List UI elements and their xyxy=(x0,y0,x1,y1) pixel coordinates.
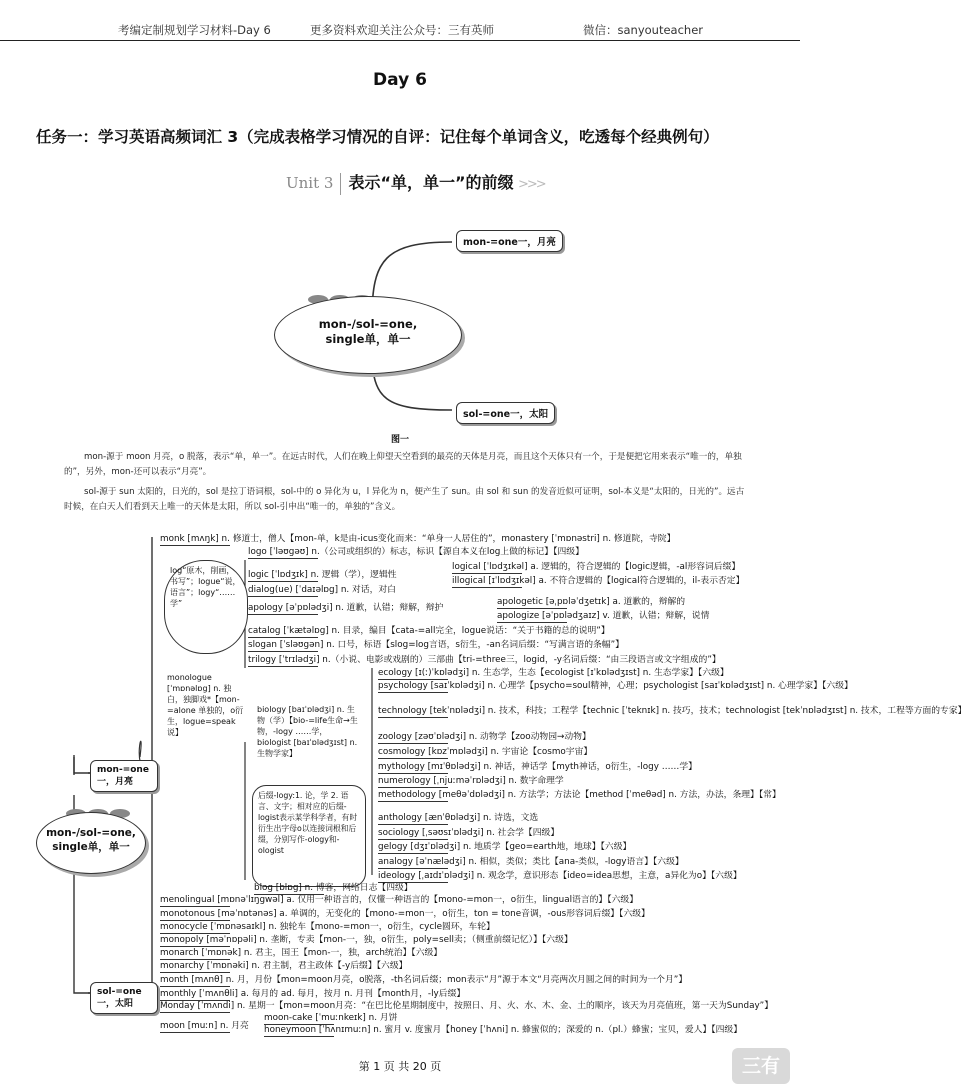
word-underline xyxy=(378,853,448,854)
unit-heading: 表示“单，单一”的前缀 xyxy=(348,173,514,192)
word-entry: dialog(ue) [ˈdaɪəlɒg] n. 对话，对白 xyxy=(248,585,396,595)
page-footer: 第 1 页 共 20 页 xyxy=(358,1060,442,1073)
word-underline xyxy=(248,596,318,597)
word-underline xyxy=(160,906,230,907)
mindmap1-center-line2: single单，单一 xyxy=(325,332,411,346)
word-entry: moon [muːn] n. 月亮 xyxy=(160,1021,249,1031)
word-underline xyxy=(378,743,448,744)
mindmap1-mon-node: mon-=one一，月亮 xyxy=(456,230,563,252)
header-mid: 更多资料欢迎关注公众号：三有英师 xyxy=(310,23,494,37)
map-sol-node: sol-=one一，太阳 xyxy=(90,982,158,1014)
word-underline xyxy=(160,946,230,947)
figure-label: 图一 xyxy=(390,435,409,445)
word-underline xyxy=(248,581,318,582)
mindmap2-center-line2: single单，单一 xyxy=(52,841,130,853)
word-underline xyxy=(248,637,318,638)
word-entry: sociology [ˌsəʊsɪˈɒlədʒi] n. 社会学【四级】 xyxy=(378,828,560,838)
word-entry: logical [ˈlɒdʒɪkəl] a. 逻辑的，符合逻辑的【logic逻辑，-al形容词后缀】 xyxy=(452,562,741,572)
paragraph-mon-text: mon-源于 moon 月亮，o 脱落，表示“单，单一”。在远古时代，人们在晚上仰望天空看到的最亮的天体是月亮，而且这个天体只有一个，于是便把它用来表示“唯一的，单独的”，另外，mon-还可以表示“月亮”。 xyxy=(64,452,742,477)
mindmap1-center-line1: mon-/sol-=one, xyxy=(318,317,418,331)
word-entry: illogical [ɪˈlɒdʒɪkəl] a. 不符合逻辑的【logical符合逻辑的，il-表示否定】 xyxy=(452,576,745,586)
bubble-monologue: monologue [ˈmɒnəlɒg] n. 独白，独脚戏*【mon-=alone 单独的，o衍生，logue=speak说】 xyxy=(162,668,250,742)
word-underline xyxy=(497,622,567,623)
word-entry: honeymoon [ˈhʌnɪmuːn] n. 蜜月 v. 度蜜月【honey [ˈhʌni] n. 蜂蜜似的；深爱的 n.（pl.）蜂蜜；宝贝，爱人】【四级】 xyxy=(264,1025,743,1035)
word-underline xyxy=(264,1036,334,1037)
word-underline xyxy=(378,868,448,869)
task-title: 任务一：学习英语高频词汇 3（完成表格学习情况的自评：记住每个单词含义，吃透每个经典例句） xyxy=(36,128,719,146)
word-entry: monthly [ˈmʌnθli] a. 每月的 ad. 每月，按月 n. 月刊【month月，-ly后缀】 xyxy=(160,989,466,999)
unit-arrows: >>> xyxy=(517,177,545,192)
word-entry: logic [ˈlɒdʒɪk] n. 逻辑（学），逻辑性 xyxy=(248,570,397,580)
word-underline xyxy=(160,972,230,973)
word-entry: monarchy [ˈmɒnəki] n. 君主制，君主政体【-y后缀】【六级】 xyxy=(160,961,408,971)
word-entry: monopoly [məˈnɒpəli] n. 垄断，专卖【mon-一，独，o衍生，poly=sell卖；（侧重前缀记忆）】【六级】 xyxy=(160,935,573,945)
word-entry: apologize [əˈpɒlədʒaɪz] v. 道歉，认错；辩解，说情 xyxy=(497,611,710,621)
biology-block: biology [baɪˈɒlədʒi] n. 生物（学）【bio-=life生命→生物，-logy ……学，biologist [baɪˈɒlədʒɪst] n. 生物学家】 xyxy=(252,700,366,770)
watermark-logo: 三有 xyxy=(732,1048,790,1084)
word-entry: month [mʌnθ] n. 月，月份【mon=moon月亮，o脱落，-th名词后缀；mon表示“月”源于本文“月亮两次月圆之间的时间为一个月”】 xyxy=(160,975,688,985)
word-underline xyxy=(452,587,522,588)
word-entry: technology [tekˈnɒlədʒi] n. 技术，科技；工程学【technic [ˈteknɪk] n. 技巧，技术；technologist [tekˈnɒlədʒɪst] n. 技术，工程等方面的专家】 xyxy=(378,706,966,716)
word-entry: blog [blɒg] n. 博客，网络日志【四级】 xyxy=(254,883,413,893)
word-entry: gelogy [dʒɪˈɒlədʒi] n. 地质学【geo=earth地，地球】【六级】 xyxy=(378,842,632,852)
word-entry: Monday [ˈmʌndi] n. 星期一【mon=moon月亮：“在巴比伦星期制度中，按照日、月、火、水、木、金、土的顺序，该天为月亮值班，第一天为Sunday”】 xyxy=(160,1001,774,1011)
word-entry: numerology [ˌnjuːməˈrɒlədʒi] n. 数字命理学 xyxy=(378,776,564,786)
word-underline xyxy=(160,920,230,921)
word-entry: mythology [mɪˈθɒlədʒi] n. 神话，神话学【myth神话，o衍生，-logy ……学】 xyxy=(378,762,697,772)
word-underline xyxy=(378,679,448,680)
word-underline xyxy=(160,986,230,987)
word-entry: monocycle [ˈmɒnəsaɪkl] n. 独轮车【mono-=mon一，o衍生，cycle圆环，车轮】 xyxy=(160,922,495,932)
word-entry: slogan [ˈsləʊgən] n. 口号，标语【slog=log言语，s衍生，-an名词后缀：“写满言语的条幅”】 xyxy=(248,640,624,650)
word-entry: methodology [meθəˈdɒlədʒi] n. 方法学；方法论【method [ˈmeθəd] n. 方法，办法，条理】【常】 xyxy=(378,790,781,800)
paragraph-mon xyxy=(64,450,749,480)
word-entry: apology [əˈpɒlədʒi] n. 道歉，认错；辩解，辩护 xyxy=(248,603,444,613)
map-mon-node: mon-=one一，月亮 xyxy=(90,760,158,792)
word-underline xyxy=(378,787,448,788)
word-underline xyxy=(378,801,448,802)
word-underline xyxy=(248,558,318,559)
day-title: Day 6 xyxy=(373,70,427,90)
bubble-logy: 后缀-logy:1. 论，学 2. 语言、文字；相对应的后缀-logist表示某学科学者，有时衍生出字母o以连接词根和后缀，分别写作-ology和-ologist xyxy=(252,785,366,887)
word-entry: apologetic [əˌpɒləˈdʒetɪk] a. 道歉的，辩解的 xyxy=(497,597,686,607)
word-underline xyxy=(452,573,522,574)
word-underline xyxy=(378,824,448,825)
word-entry: zoology [zəʊˈɒlədʒi] n. 动物学【zoo动物园→动物】 xyxy=(378,732,591,742)
mindmap2-center-line1: mon-/sol-=one, xyxy=(46,827,136,839)
mindmap1-sol-node: sol-=one一，太阳 xyxy=(456,402,555,424)
word-underline xyxy=(248,614,318,615)
word-underline xyxy=(248,651,318,652)
paragraph-sol xyxy=(64,485,749,515)
word-underline xyxy=(160,1032,230,1033)
bubble-log: log“原木，削画，书写”；logue“说，语言”；logy“……学” xyxy=(164,560,248,654)
word-entry: monarch [ˈmɒnək] n. 君主，国王【mon-一，独，arch统治】【六级】 xyxy=(160,948,443,958)
word-entry: psychology [saɪˈkɒlədʒi] n. 心理学【psycho=soul精神，心理；psychologist [saɪˈkɒlədʒɪst] n. 心理学家】【六级】 xyxy=(378,681,853,691)
word-underline xyxy=(378,692,448,693)
unit-number: Unit 3 xyxy=(286,174,334,192)
mindmap1-connectors xyxy=(0,0,800,440)
word-underline xyxy=(378,758,448,759)
word-underline xyxy=(378,839,448,840)
word-underline xyxy=(497,608,567,609)
word-entry: analogy [əˈnælədʒi] n. 相似，类似；类比【ana-类似，-logy语言】【六级】 xyxy=(378,857,684,867)
word-entry: anthology [ænˈθɒlədʒi] n. 诗选，文选 xyxy=(378,813,539,823)
word-underline xyxy=(248,666,318,667)
word-entry: catalog [ˈkætəlɒg] n. 目录，编目【cata-=all完全，logue说话：“关于书籍的总的说明”】 xyxy=(248,626,610,636)
word-entry: monk [mʌŋk] n. 修道士，僧人【mon-单，k是由-icus变化而来：“单身一人居住的”，monastery [ˈmɒnəstri] n. 修道院，寺院】 xyxy=(160,534,676,544)
word-entry: trilogy [ˈtrɪlədʒi] n.（小说、电影或戏剧的）三部曲【tri-=three三，logid，-y名词后缀：“由三段语言或文字组成的”】 xyxy=(248,655,721,665)
word-entry: ecology [ɪ(ː)ˈkɒlədʒi] n. 生态学，生态【ecologist [ɪˈkɒlədʒɪst] n. 生态学家】【六级】 xyxy=(378,668,729,678)
word-entry: menolingual [mɒnəˈlɪŋgwəl] a. 仅用一种语言的，仅懂一种语言的【mono-=mon一，o衍生，lingual语言的】【六级】 xyxy=(160,895,639,905)
header-right: 微信：sanyouteacher xyxy=(583,23,704,37)
word-entry: monotonous [məˈnɒtənəs] a. 单调的，无变化的【mono-=mon一，o衍生，ton = tone音调，-ous形容词后缀】【六级】 xyxy=(160,909,650,919)
word-underline xyxy=(378,773,448,774)
word-entry: logo [ˈləʊgəʊ] n.（公司或组织的）标志，标识【源自本义在log上做的标记】【四级】 xyxy=(248,547,584,557)
word-underline xyxy=(160,1012,230,1013)
word-underline xyxy=(160,545,230,546)
paragraph-sol-text: sol-源于 sun 太阳的，日光的，sol 是拉丁语词根，sol-中的 o 异化为 u，l 异化为 n，便产生了 sun。由 sol 和 sun 的发音近似可证明，sol-本义是“太阳的，日光的”。远古时候，在白天人们看到天上唯一的天体是太阳，所以 sol-引申出“唯一的，单独的”含义。 xyxy=(64,487,745,512)
word-underline xyxy=(160,959,230,960)
word-entry: cosmology [kɒzˈmɒlədʒi] n. 宇宙论【cosmo宇宙】 xyxy=(378,747,593,757)
word-underline xyxy=(378,717,448,718)
word-entry: moon-cake [ˈmuːnkeɪk] n. 月饼 xyxy=(264,1013,398,1023)
word-entry: ideology [ˌaɪdɪˈɒlədʒi] n. 观念学，意识形态【ideo=idea思想，主意，a异化为o】【六级】 xyxy=(378,871,742,881)
mindmap1-center xyxy=(274,296,462,374)
header-left: 考编定制规划学习材料-Day 6 xyxy=(118,23,271,37)
word-underline xyxy=(160,933,230,934)
mindmap2-center xyxy=(36,812,146,874)
